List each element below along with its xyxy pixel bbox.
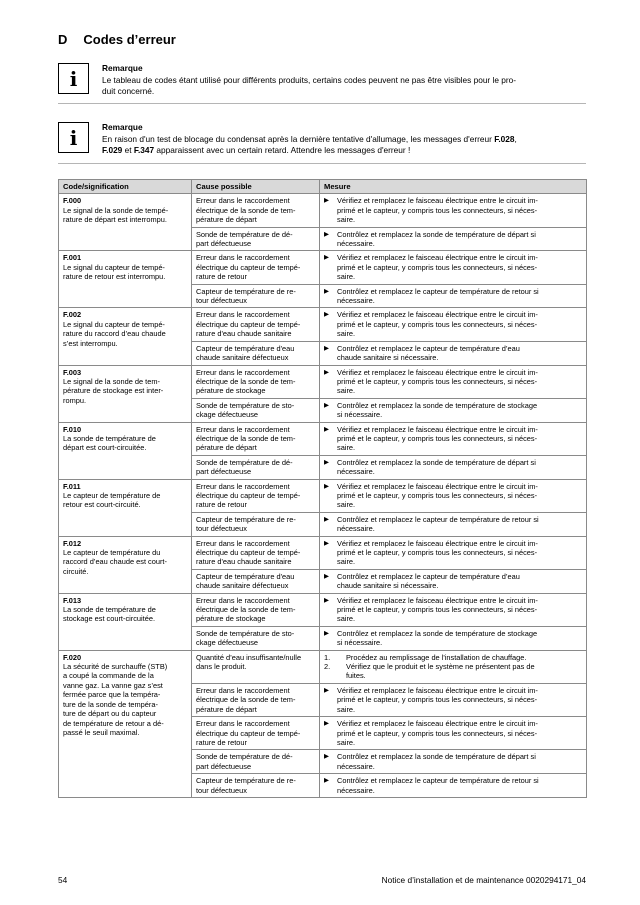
document-reference: Notice d’installation et de maintenance 0020294171_04 (381, 875, 586, 885)
bullet-arrow-icon: ▶ (324, 515, 329, 523)
bullet-arrow-icon: ▶ (324, 458, 329, 466)
measure-cell: ▶ Vérifiez et remplacez le faisceau électrique entre le circuit im- primé et le capteur, y compris tous les connecteurs, si néces- saire. (320, 683, 587, 716)
cause-cell: Erreur dans le raccordement électrique de la sonde de tem- pérature de stockage (192, 365, 320, 398)
numbered-step: 1. Procédez au remplissage de l'installation de chauffage. (324, 652, 527, 662)
bullet-arrow-icon: ▶ (324, 539, 329, 547)
measure-cell: ▶ Contrôlez et remplacez la sonde de température de départ si nécessaire. (320, 750, 587, 774)
cause-cell: Erreur dans le raccordement électrique de la sonde de tem- pérature de départ (192, 194, 320, 227)
bullet-arrow-icon: ▶ (324, 572, 329, 580)
table-row (59, 365, 587, 398)
measure-cell: ▶ Contrôlez et remplacez le capteur de température de retour si nécessaire. (320, 774, 587, 798)
error-code: F.002 (63, 310, 82, 320)
cause-cell: Sonde de température de sto- ckage défectueuse (192, 398, 320, 422)
cause-cell: Sonde de température de dé- part défectueuse (192, 750, 320, 774)
bullet-arrow-icon: ▶ (324, 482, 329, 490)
cause-cell: Sonde de température de sto- ckage défectueuse (192, 626, 320, 650)
error-code: F.003 (63, 367, 82, 377)
table-row (59, 251, 587, 284)
measure-cell: ▶ Contrôlez et remplacez le capteur de température de retour si nécessaire. (320, 512, 587, 536)
note-text: Le tableau de codes étant utilisé pour différents produits, certains codes peuvent ne pas être visibles pour le pro- duit concerné. (102, 74, 517, 96)
measure-cell: ▶ Vérifiez et remplacez le faisceau électrique entre le circuit im- primé et le capteur, y compris tous les connecteurs, si néces- saire. (320, 536, 587, 569)
error-code: F.001 (63, 253, 82, 263)
section-heading (58, 32, 176, 47)
col-code: Code/signification (59, 180, 192, 194)
code-ref: F.028 (494, 133, 515, 144)
bullet-arrow-icon: ▶ (324, 197, 329, 205)
cause-cell: Erreur dans le raccordement électrique du capteur de tempé- rature de retour (192, 479, 320, 512)
cause-cell: Erreur dans le raccordement électrique de la sonde de tem- pérature de départ (192, 683, 320, 716)
note-title: Remarque (102, 63, 143, 73)
error-code: F.020 (63, 652, 82, 662)
table-row (59, 194, 587, 227)
cause-cell: Capteur de température de re- tour défectueux (192, 284, 320, 308)
code-cell: F.012 Le capteur de température du raccord d’eau chaude est court- circuité. (59, 536, 192, 593)
code-ref: F.029 (102, 145, 123, 155)
code-cell: F.011 Le capteur de température de retour est court-circuité. (59, 479, 192, 536)
error-code: F.000 (63, 196, 82, 206)
note-text: En raison d'un test de blocage du condensat après la dernière tentative d'allumage, les messages d'erreur F.028, F.029 et F.347 apparaissent avec un certain retard. Attendre les messages d'erreur ! (102, 133, 517, 155)
measure-cell: ▶ Vérifiez et remplacez le faisceau électrique entre le circuit im- primé et le capteur, y compris tous les connecteurs, si néces- saire. (320, 308, 587, 341)
cause-cell: Capteur de température de re- tour défectueux (192, 512, 320, 536)
cause-cell: Erreur dans le raccordement électrique du capteur de tempé- rature de retour (192, 251, 320, 284)
measure-cell: ▶ Contrôlez et remplacez la sonde de température de stockage si nécessaire. (320, 626, 587, 650)
measure-cell: ▶ Vérifiez et remplacez le faisceau électrique entre le circuit im- primé et le capteur, y compris tous les connecteurs, si néces- saire. (320, 717, 587, 750)
code-cell: F.000 Le signal de la sonde de tempé- rature de départ est interrompu. (59, 194, 192, 251)
bullet-arrow-icon: ▶ (324, 686, 329, 694)
page-number: 54 (58, 875, 68, 885)
bullet-arrow-icon: ▶ (324, 753, 329, 761)
measure-cell (320, 650, 587, 683)
error-code: F.013 (63, 595, 82, 605)
measure-cell: ▶ Vérifiez et remplacez le faisceau électrique entre le circuit im- primé et le capteur, y compris tous les connecteurs, si néces- saire. (320, 422, 587, 455)
measure-cell: ▶ Vérifiez et remplacez le faisceau électrique entre le circuit im- primé et le capteur, y compris tous les connecteurs, si néces- saire. (320, 479, 587, 512)
table-row (59, 536, 587, 569)
note-title: Remarque (102, 122, 143, 132)
bullet-arrow-icon: ▶ (324, 425, 329, 433)
code-cell: F.002 Le signal du capteur de tempé- rature du raccord d’eau chaude s’est interrompu. (59, 308, 192, 365)
bullet-arrow-icon: ▶ (324, 311, 329, 319)
bullet-arrow-icon: ▶ (324, 230, 329, 238)
measure-cell: ▶ Contrôlez et remplacez le capteur de température d’eau chaude sanitaire si nécessaire. (320, 569, 587, 593)
bullet-arrow-icon: ▶ (324, 401, 329, 409)
cause-cell: Erreur dans le raccordement électrique du capteur de tempé- rature d'eau chaude sanitaire (192, 536, 320, 569)
bullet-arrow-icon: ▶ (324, 777, 329, 785)
bullet-arrow-icon: ▶ (324, 344, 329, 352)
bullet-arrow-icon: ▶ (324, 720, 329, 728)
cause-cell: Capteur de température d'eau chaude sanitaire défectueux (192, 569, 320, 593)
measure-cell: ▶ Contrôlez et remplacez le capteur de température d’eau chaude sanitaire si nécessaire. (320, 341, 587, 365)
divider (58, 163, 586, 164)
cause-cell: Erreur dans le raccordement électrique de la sonde de tem- pérature de départ (192, 422, 320, 455)
code-ref: F.347 (133, 145, 155, 155)
cause-cell: Erreur dans le raccordement électrique du capteur de tempé- rature d'eau chaude sanitaire (192, 308, 320, 341)
info-icon: i (58, 63, 89, 94)
code-cell: F.010 La sonde de température de départ est court-circuitée. (59, 422, 192, 479)
table-row (59, 593, 587, 626)
code-cell: F.013 La sonde de température de stockage est court-circuitée. (59, 593, 192, 650)
note-condensate (58, 122, 586, 157)
cause-cell: Capteur de température de re- tour défectueux (192, 774, 320, 798)
bullet-arrow-icon: ▶ (324, 629, 329, 637)
code-cell: F.001 Le signal du capteur de tempé- rature de retour est interrompu. (59, 251, 192, 308)
bullet-arrow-icon: ▶ (324, 254, 329, 262)
info-icon: i (58, 122, 89, 153)
error-code-table (58, 179, 587, 798)
cause-cell: Sonde de température de dé- part défectueuse (192, 227, 320, 251)
table-header-row (59, 180, 587, 194)
measure-cell: ▶ Vérifiez et remplacez le faisceau électrique entre le circuit im- primé et le capteur, y compris tous les connecteurs, si néces- saire. (320, 365, 587, 398)
bullet-arrow-icon: ▶ (324, 287, 329, 295)
table-row (59, 650, 587, 683)
measure-cell: ▶ Contrôlez et remplacez la sonde de température de stockage si nécessaire. (320, 398, 587, 422)
bullet-arrow-icon: ▶ (324, 368, 329, 376)
measure-cell: ▶ Contrôlez et remplacez la sonde de température de départ si nécessaire. (320, 227, 587, 251)
table-row (59, 479, 587, 512)
code-cell: F.003 Le signal de la sonde de tem- pérature de stockage est inter- rompu. (59, 365, 192, 422)
section-letter: D (58, 32, 68, 47)
error-code: F.012 (63, 538, 82, 548)
table-row (59, 422, 587, 455)
numbered-step: 2. Vérifiez que le produit et le système ne présentent pas de fuites. (324, 662, 535, 681)
col-measure: Mesure (320, 180, 587, 194)
measure-cell: ▶ Vérifiez et remplacez le faisceau électrique entre le circuit im- primé et le capteur, y compris tous les connecteurs, si néces- saire. (320, 593, 587, 626)
measure-cell: ▶ Contrôlez et remplacez le capteur de température de retour si nécessaire. (320, 284, 587, 308)
measure-cell: ▶ Vérifiez et remplacez le faisceau électrique entre le circuit im- primé et le capteur, y compris tous les connecteurs, si néces- saire. (320, 194, 587, 227)
cause-cell: Quantité d’eau insuffisante/nulle dans le produit. (192, 650, 320, 683)
cause-cell: Capteur de température d'eau chaude sanitaire défectueux (192, 341, 320, 365)
code-cell: F.020 La sécurité de surchauffe (STB) a coupé la commande de la vanne gaz. La vanne gaz s’est fermée parce que la tempéra- ture de la sonde de tempéra- ture de départ ou du capteur de température de retour a dé- passé le seuil maximal. (59, 650, 192, 797)
cause-cell: Sonde de température de dé- part défectueuse (192, 455, 320, 479)
divider (58, 103, 586, 104)
table-row (59, 308, 587, 341)
bullet-arrow-icon: ▶ (324, 596, 329, 604)
cause-cell: Erreur dans le raccordement électrique du capteur de tempé- rature de retour (192, 717, 320, 750)
error-code: F.010 (63, 424, 82, 434)
cause-cell: Erreur dans le raccordement électrique de la sonde de tem- pérature de stockage (192, 593, 320, 626)
measure-cell: ▶ Vérifiez et remplacez le faisceau électrique entre le circuit im- primé et le capteur, y compris tous les connecteurs, si néces- saire. (320, 251, 587, 284)
col-cause: Cause possible (192, 180, 320, 194)
error-code: F.011 (63, 481, 81, 491)
measure-cell: ▶ Contrôlez et remplacez la sonde de température de départ si nécessaire. (320, 455, 587, 479)
section-title: Codes d’erreur (83, 32, 176, 47)
note-products (58, 63, 586, 98)
